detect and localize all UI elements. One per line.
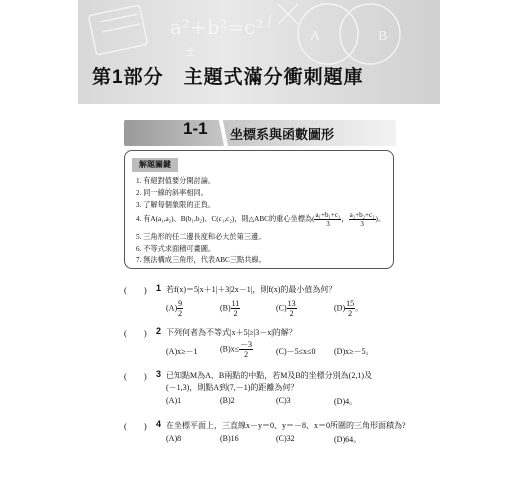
option-c: (C) $\frac{13}{2}$ xyxy=(276,299,296,318)
section-number: 1-1 xyxy=(183,119,208,138)
question-text: 在坐標平面上，三直線x－y＝0、y＝－8、x＝0所圍的三角形面積為? xyxy=(166,421,406,430)
option-d: (D)x≥－5。 xyxy=(334,347,374,356)
key-point-item: 2. 同一線的斜率相同。 xyxy=(136,189,208,197)
svg-text:a²+b²=c²: a²+b²=c² xyxy=(170,15,264,39)
option-a: (A)x≥－1 xyxy=(166,347,198,356)
option-b: (B)16 xyxy=(220,434,239,443)
key-points-label: 解題關鍵 xyxy=(132,158,178,172)
answer-blank[interactable]: ( ) xyxy=(124,285,147,295)
key-point-item: 3. 了解每個象限的正負。 xyxy=(136,201,216,209)
answer-blank[interactable]: ( ) xyxy=(124,421,147,431)
question-number: 2 xyxy=(156,326,162,336)
svg-text:A: A xyxy=(310,29,321,44)
question-number: 4 xyxy=(156,419,162,429)
question-text: 已知點M為A、B兩點的中點，若M及B的坐標分別為(2,1)及 xyxy=(166,371,373,380)
key-point-item: 1. 有絕對值要分開討論。 xyxy=(136,177,216,185)
svg-text:∫: ∫ xyxy=(268,13,272,27)
option-c: (C)32 xyxy=(276,434,295,443)
key-point-item: 6. 不等式求面積可畫圖。 xyxy=(136,245,216,253)
option-a: (A)8 xyxy=(166,434,182,443)
option-b: (B) $\frac{11}{2}$ xyxy=(220,299,240,318)
key-point-item-centroid: 4. 有A(a₁,a₂)、B(b₁,b₂)、C(c₁,c₂)，則△ABC的重心坐標為( $\frac{\text{a₁+b₁+c₁}}{3}$ ， $\frac{\text{a₂+b₂+c₂}}{3}$ )。 xyxy=(136,211,386,228)
section-title: 坐標系與函數圖形 xyxy=(230,127,335,142)
question-number: 3 xyxy=(156,369,162,379)
section-divider-icon xyxy=(216,116,230,146)
option-a: (A) $\frac{9}{2}$ xyxy=(166,299,183,318)
svg-text:B: B xyxy=(378,29,388,44)
option-c: (C)－5≤x≤0 xyxy=(276,347,316,356)
option-a: (A)1 xyxy=(166,396,182,405)
svg-text:±: ± xyxy=(186,43,195,60)
question-number: 1 xyxy=(156,283,162,293)
key-point-item: 7. 無法構成三角形，代表ABC三點共線。 xyxy=(136,256,266,264)
question-text: 下列何者為不等式|x＋5|≥|3－x|的解？ xyxy=(166,328,297,337)
option-c: (C)3 xyxy=(276,396,291,405)
key-point-item: 5. 三角形的任二邊長度和必大於第三邊。 xyxy=(136,233,266,241)
answer-blank[interactable]: ( ) xyxy=(124,371,147,381)
option-b: (B)x≤ $\frac{-3}{2}$ xyxy=(220,340,253,359)
question-text-line2: (－1,3)，則點A到(7,－1)的距離為何？ xyxy=(166,383,299,392)
question-text: 若f(x)＝5|x＋1|＋3|2x－1|，則f(x)的最小值為何？ xyxy=(166,285,337,294)
key-point-item: 4. 有A(a₁,a₂)、B(b₁,b₂)、C(c₁,c₂)，則△ABC的重心坐標為( xyxy=(136,215,315,224)
option-d: (D)4。 xyxy=(334,397,358,406)
option-d: (D) $\frac{15}{2}$ 。 xyxy=(334,299,364,318)
centroid-y-fraction: $\frac{\text{a₂+b₂+c₂}}{3}$ xyxy=(349,211,375,228)
option-b: (B)2 xyxy=(220,396,235,405)
part-title: 第1部分 主題式滿分衝刺題庫 xyxy=(92,67,364,88)
centroid-x-fraction: $\frac{\text{a₁+b₁+c₁}}{3}$ xyxy=(315,211,341,228)
answer-blank[interactable]: ( ) xyxy=(124,328,147,338)
option-d: (D)64。 xyxy=(334,435,362,444)
